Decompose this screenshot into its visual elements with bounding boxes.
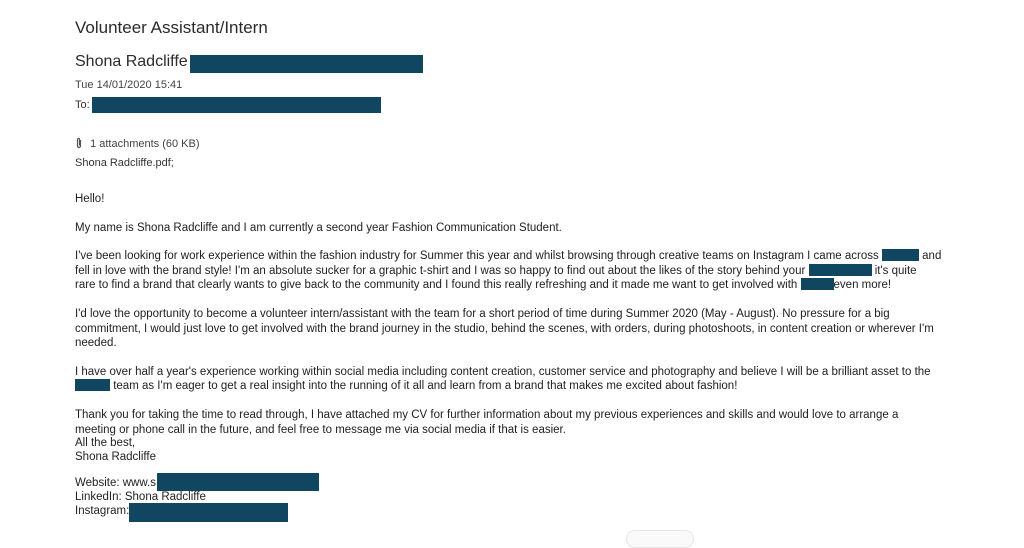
greeting: Hello!: [75, 193, 105, 205]
linkedin-line: LinkedIn: Shona Radcliffe: [75, 491, 206, 503]
website-label: Website: www.s: [75, 477, 156, 489]
attachments-summary: 1 attachments (60 KB): [90, 138, 200, 150]
paperclip-icon: [75, 138, 90, 150]
email-body: [75, 192, 955, 437]
website-line: [75, 477, 156, 489]
paragraph-intro: My name is Shona Radcliffe and I am currently a second year Fashion Communication Student.: [75, 221, 562, 234]
signoff-name: Shona Radcliffe: [75, 451, 156, 463]
redacted-sender-address: [190, 55, 423, 73]
redacted-brand-name: [75, 379, 110, 391]
redacted-brand-name: [809, 264, 872, 276]
attachment-filename[interactable]: Shona Radcliffe.pdf;: [75, 157, 174, 169]
paragraph-3-line-3: needed.: [75, 337, 117, 350]
redacted-website: [157, 473, 319, 491]
attachments-row[interactable]: [75, 137, 200, 150]
redacted-instagram-handle: [129, 503, 288, 522]
redacted-brand-name: [801, 278, 834, 290]
paragraph-4-line-1: I have over half a year's experience working within social media including content creation, customer service and photography and believe I will be a brilliant asset to the: [75, 365, 931, 378]
signoff: All the best,: [75, 437, 136, 449]
paragraph-2-line-2: fell in love with the brand style! I'm an absolute sucker for a graphic t-shirt and I was so happy to find out about the likes of the story behind your it's quite: [75, 264, 917, 277]
instagram-line: [75, 505, 129, 517]
paragraph-3-line-1: I'd love the opportunity to become a volunteer intern/assistant with the team for a short period of time during Summer 2020 (May - August). No pressure for a big: [75, 307, 890, 320]
paragraph-2-line-1: I've been looking for work experience within the fashion industry for Summer this year and whilst browsing through creative teams on Instagram I came across and: [75, 250, 942, 263]
paragraph-2-line-3: rare to find a brand that clearly wants to give back to the community and I found this really refreshing and it made me want to get involved with even more!: [75, 279, 892, 292]
redacted-brand-name: [882, 249, 919, 261]
paragraph-3-line-2: commitment, I would just love to get involved with the brand journey in the studio, behind the scenes, with orders, during photoshoots, in content creation or wherever I'm: [75, 322, 934, 335]
paragraph-5-line-2: meeting or phone call in the future, and feel free to message me via social media if that is easier.: [75, 423, 566, 436]
paragraph-4-line-2: team as I'm eager to get a real insight into the running of it all and learn from a brand that makes me excited about fashion!: [75, 379, 955, 394]
to-label: To:: [75, 99, 90, 111]
redacted-recipient: [92, 97, 381, 113]
email-date: Tue 14/01/2020 15:41: [75, 79, 183, 91]
email-subject: Volunteer Assistant/Intern: [75, 18, 268, 37]
instagram-label: Instagram:: [75, 505, 130, 517]
paragraph-5-line-1: Thank you for taking the time to read through, I have attached my CV for further information about my previous experiences and skills and would love to arrange a: [75, 408, 899, 421]
sender-name: Shona Radcliffe: [75, 53, 188, 70]
scroll-indicator[interactable]: [626, 530, 694, 548]
